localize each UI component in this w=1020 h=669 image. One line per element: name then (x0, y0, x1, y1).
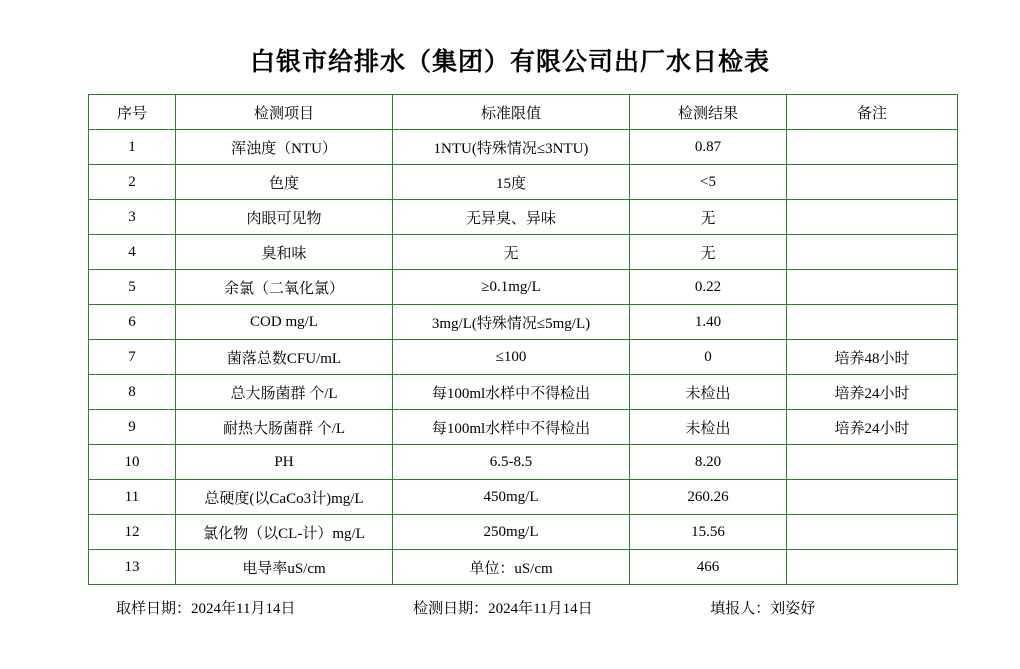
cell-note (787, 305, 958, 340)
footer-info (0, 597, 1020, 618)
cell-note (787, 550, 958, 585)
cell-item: PH (176, 445, 393, 480)
cell-standard: 6.5-8.5 (393, 445, 630, 480)
table-row (89, 410, 958, 445)
table-row (89, 375, 958, 410)
cell-item: 色度 (176, 165, 393, 200)
cell-result: 无 (630, 235, 787, 270)
cell-item: 耐热大肠菌群 个/L (176, 410, 393, 445)
cell-standard: 每100ml水样中不得检出 (393, 410, 630, 445)
cell-standard: 每100ml水样中不得检出 (393, 375, 630, 410)
cell-standard: 15度 (393, 165, 630, 200)
cell-standard: 250mg/L (393, 515, 630, 550)
cell-standard: 1NTU(特殊情况≤3NTU) (393, 130, 630, 165)
header-cell-result: 检测结果 (630, 95, 787, 130)
cell-note (787, 480, 958, 515)
table-row (89, 445, 958, 480)
cell-item: COD mg/L (176, 305, 393, 340)
table-row (89, 200, 958, 235)
cell-standard: 450mg/L (393, 480, 630, 515)
cell-standard: ≥0.1mg/L (393, 270, 630, 305)
cell-result: 0.87 (630, 130, 787, 165)
cell-result: 未检出 (630, 410, 787, 445)
cell-no: 6 (89, 305, 176, 340)
cell-result: 15.56 (630, 515, 787, 550)
cell-no: 8 (89, 375, 176, 410)
testing-date: 检测日期：2024年11月14日 (413, 601, 593, 617)
cell-result: 0.22 (630, 270, 787, 305)
cell-note (787, 515, 958, 550)
cell-note (787, 445, 958, 480)
cell-no: 7 (89, 340, 176, 375)
table-header (89, 95, 958, 130)
cell-standard: ≤100 (393, 340, 630, 375)
cell-item: 余氯（二氧化氯） (176, 270, 393, 305)
cell-result: 0 (630, 340, 787, 375)
cell-standard: 单位：uS/cm (393, 550, 630, 585)
water-quality-table (88, 94, 958, 585)
cell-result: 未检出 (630, 375, 787, 410)
cell-no: 11 (89, 480, 176, 515)
cell-note (787, 165, 958, 200)
cell-note (787, 235, 958, 270)
cell-result: <5 (630, 165, 787, 200)
cell-no: 4 (89, 235, 176, 270)
header-cell-note: 备注 (787, 95, 958, 130)
cell-note: 培养48小时 (787, 340, 958, 375)
cell-item: 总硬度(以CaCo3计)mg/L (176, 480, 393, 515)
cell-result: 1.40 (630, 305, 787, 340)
table-body (89, 130, 958, 585)
cell-item: 电导率uS/cm (176, 550, 393, 585)
cell-note: 培养24小时 (787, 410, 958, 445)
table-row (89, 340, 958, 375)
cell-no: 12 (89, 515, 176, 550)
cell-no: 1 (89, 130, 176, 165)
table-header-row (89, 95, 958, 130)
cell-note (787, 130, 958, 165)
cell-standard: 无 (393, 235, 630, 270)
cell-no: 9 (89, 410, 176, 445)
cell-result: 8.20 (630, 445, 787, 480)
cell-standard: 3mg/L(特殊情况≤5mg/L) (393, 305, 630, 340)
cell-item: 臭和味 (176, 235, 393, 270)
cell-note (787, 270, 958, 305)
cell-note: 培养24小时 (787, 375, 958, 410)
cell-no: 5 (89, 270, 176, 305)
table-row (89, 235, 958, 270)
table-row (89, 165, 958, 200)
cell-no: 10 (89, 445, 176, 480)
table-row (89, 550, 958, 585)
cell-result: 466 (630, 550, 787, 585)
cell-item: 菌落总数CFU/mL (176, 340, 393, 375)
table-row (89, 515, 958, 550)
cell-item: 氯化物（以CL-计）mg/L (176, 515, 393, 550)
header-cell-standard: 标准限值 (393, 95, 630, 130)
table-container (0, 94, 1020, 585)
sampling-date: 取样日期：2024年11月14日 (116, 601, 296, 617)
reporter-name: 填报人：刘姿妤 (710, 601, 816, 617)
cell-result: 无 (630, 200, 787, 235)
cell-no: 13 (89, 550, 176, 585)
header-cell-no: 序号 (89, 95, 176, 130)
table-row (89, 130, 958, 165)
header-cell-item: 检测项目 (176, 95, 393, 130)
cell-item: 总大肠菌群 个/L (176, 375, 393, 410)
cell-item: 浑浊度（NTU） (176, 130, 393, 165)
table-row (89, 305, 958, 340)
cell-note (787, 200, 958, 235)
cell-no: 3 (89, 200, 176, 235)
cell-item: 肉眼可见物 (176, 200, 393, 235)
table-row (89, 480, 958, 515)
page-title: 白银市给排水（集团）有限公司出厂水日检表 (249, 49, 770, 76)
table-row (89, 270, 958, 305)
cell-result: 260.26 (630, 480, 787, 515)
cell-standard: 无异臭、异味 (393, 200, 630, 235)
cell-no: 2 (89, 165, 176, 200)
